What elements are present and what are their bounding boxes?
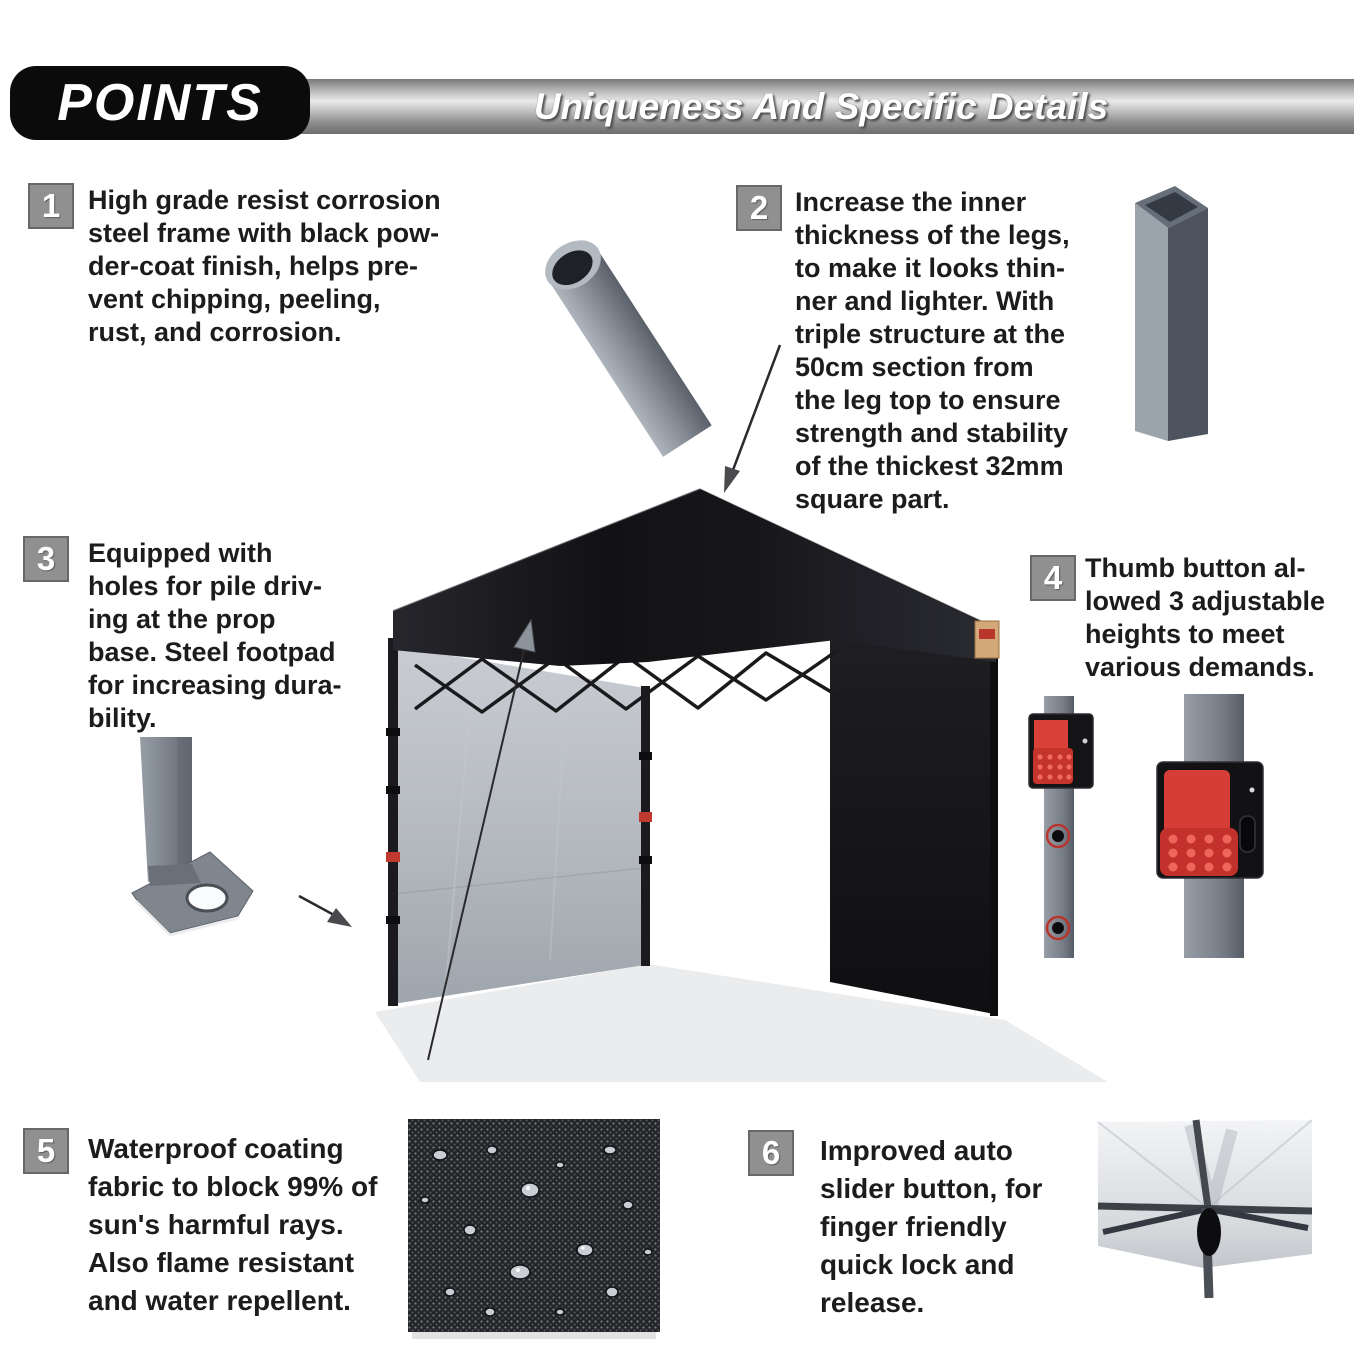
text-line: for increasing dura- bbox=[88, 670, 342, 700]
arrow-to-peak bbox=[724, 466, 740, 493]
point-3-badge: 3 bbox=[23, 536, 69, 582]
text-line: Also flame resistant bbox=[88, 1247, 355, 1278]
steel-footpad-illustration bbox=[132, 737, 253, 935]
text-line: steel frame with black pow- bbox=[88, 218, 440, 248]
waterproof-fabric-illustration bbox=[408, 1119, 660, 1339]
text-line: ner and lighter. With bbox=[795, 286, 1055, 316]
center-leg bbox=[641, 686, 650, 966]
auto-slider-button bbox=[1197, 1208, 1221, 1256]
text-line: Improved auto bbox=[820, 1135, 1013, 1166]
point-1-text bbox=[88, 184, 441, 349]
black-sidewall bbox=[830, 632, 994, 1014]
text-line: thickness of the legs, bbox=[795, 220, 1070, 250]
point-1-badge: 1 bbox=[28, 183, 74, 229]
text-line: Increase the inner bbox=[795, 187, 1027, 217]
text-line: ing at the prop bbox=[88, 604, 276, 634]
text-line: slider button, for bbox=[820, 1173, 1043, 1204]
canopy-tent-illustration bbox=[375, 489, 1108, 1082]
text-line: various demands. bbox=[1085, 652, 1315, 682]
points-header-box bbox=[10, 66, 310, 140]
text-line: quick lock and bbox=[820, 1249, 1015, 1280]
text-line: heights to meet bbox=[1085, 619, 1285, 649]
point-4-badge: 4 bbox=[1030, 555, 1076, 601]
point-4-text bbox=[1085, 552, 1325, 684]
gray-sidewall bbox=[393, 646, 645, 1004]
thumb-button-leg-illustration bbox=[1029, 696, 1093, 958]
text-line: 50cm section from bbox=[795, 352, 1034, 382]
text-line: holes for pile driv- bbox=[88, 571, 323, 601]
steel-pole-illustration bbox=[536, 230, 713, 457]
points-label: POINTS bbox=[57, 74, 263, 132]
text-line: triple structure at the bbox=[795, 319, 1066, 349]
text-line: the leg top to ensure bbox=[795, 385, 1061, 415]
text-line: High grade resist corrosion bbox=[88, 185, 441, 215]
text-line: and water repellent. bbox=[88, 1285, 351, 1316]
canopy-underside-illustration bbox=[1098, 1120, 1312, 1298]
banner-title: Uniqueness And Specific Details bbox=[533, 86, 1109, 127]
text-line: base. Steel footpad bbox=[88, 637, 336, 667]
text-line: lowed 3 adjustable bbox=[1085, 586, 1326, 616]
arrow-to-tent-base bbox=[327, 908, 352, 927]
text-line: to make it looks thin- bbox=[795, 253, 1066, 283]
text-line: square part. bbox=[795, 484, 950, 514]
point-5-text bbox=[88, 1130, 377, 1320]
text-line: release. bbox=[820, 1287, 925, 1318]
header-banner bbox=[288, 79, 1354, 134]
brand-label bbox=[975, 621, 999, 658]
front-left-leg bbox=[388, 638, 398, 1006]
text-line: vent chipping, peeling, bbox=[88, 284, 381, 314]
text-line: rust, and corrosion. bbox=[88, 317, 342, 347]
text-line: der-coat finish, helps pre- bbox=[88, 251, 419, 281]
thumb-button-closeup-illustration bbox=[1157, 694, 1263, 958]
text-line: sun's harmful rays. bbox=[88, 1209, 344, 1240]
text-line: Equipped with bbox=[88, 538, 273, 568]
text-line: fabric to block 99% of bbox=[88, 1171, 378, 1202]
text-line: finger friendly bbox=[820, 1211, 1007, 1242]
text-line: strength and stability bbox=[795, 418, 1069, 448]
square-leg-illustration bbox=[1135, 186, 1208, 441]
point-6-badge: 6 bbox=[748, 1130, 794, 1176]
text-line: bility. bbox=[88, 703, 157, 733]
text-line: Waterproof coating bbox=[88, 1133, 344, 1164]
point-2-badge: 2 bbox=[736, 185, 782, 231]
text-line: Thumb button al- bbox=[1085, 553, 1306, 583]
point-3-text bbox=[88, 537, 342, 735]
text-line: of the thickest 32mm bbox=[795, 451, 1064, 481]
point-2-text bbox=[795, 186, 1070, 516]
point-5-badge: 5 bbox=[23, 1128, 69, 1174]
point-6-text bbox=[820, 1132, 1042, 1322]
